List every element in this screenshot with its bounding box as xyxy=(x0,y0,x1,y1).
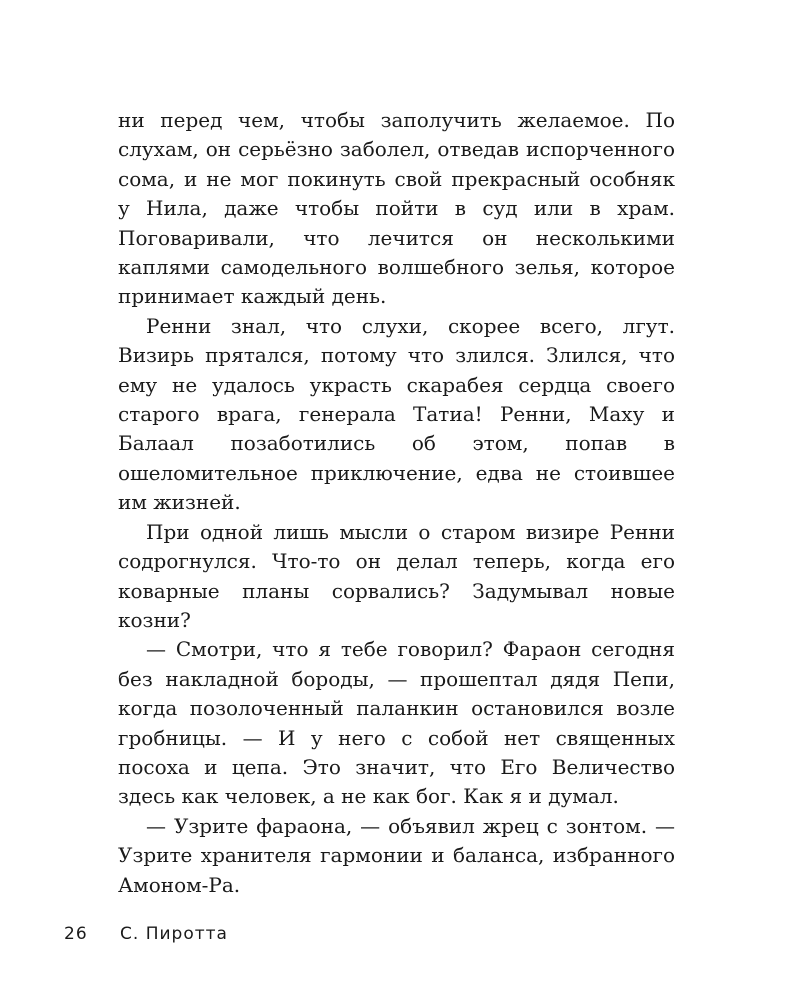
page-footer xyxy=(64,924,228,944)
paragraph: — Узрите фараона, — объявил жрец с зонтом. — Узрите хранителя гармонии и баланса, избранного Амоном-Ра. xyxy=(118,813,675,897)
author-name: С. Пиротта xyxy=(120,924,228,944)
page-number: 26 xyxy=(64,924,88,944)
body-text xyxy=(118,106,675,900)
paragraph: ни перед чем, чтобы заполучить желаемое. По слухам, он серьёзно заболел, отведав испорченного сома, и не мог покинуть свой прекрасный особняк у Нила, даже чтобы пойти в суд или в храм. Поговаривали, что лечится он несколькими каплями самодельного волшебного зелья, которое принимает каждый день. xyxy=(118,108,675,309)
paragraph: Ренни знал, что слухи, скорее всего, лгут. Визирь прятался, потому что злился. Злился, что ему не удалось украсть скарабея сердца своего старого врага, генерала Татиа! Ренни, Маху и Балаал позаботились об этом, попав в ошеломительное приключение, едва не стоившее им жизней. xyxy=(118,313,675,515)
paragraph: При одной лишь мысли о старом визире Ренни содрогнулся. Что-то он делал теперь, когда его коварные планы сорвались? Задумывал новые козни? xyxy=(118,519,675,632)
paragraph: — Смотри, что я тебе говорил? Фараон сегодня без накладной бороды, — прошептал дядя Пепи, когда позолоченный паланкин остановился возле гробницы. — И у него с собой нет священных посоха и цепа. Это значит, что Его Величество здесь как человек, а не как бог. Как я и думал. xyxy=(118,637,675,809)
